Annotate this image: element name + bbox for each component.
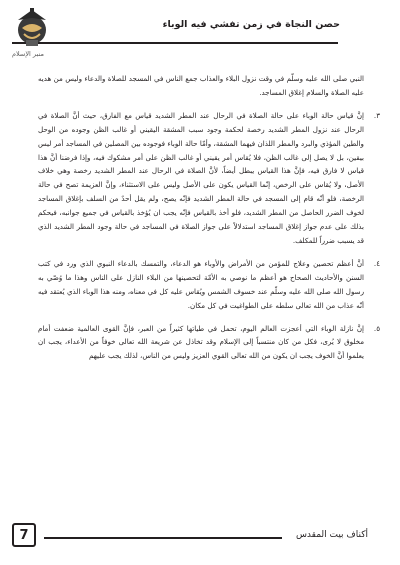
page-number: 7 <box>12 523 36 547</box>
article-body <box>38 72 380 363</box>
list-item <box>38 257 380 313</box>
logo-caption: منبر الإسلام <box>12 50 44 58</box>
item-number: ٤. <box>373 258 380 268</box>
item-text: إنَّ قياس حالة الوباء على حالة الصلاة في الرحال عند المطر الشديد قياس مع الفارق، حيث أنَّ الصلاة في الرحال عند نزول المطر الشديد رخصة لحكمة وجود سبب المشقة اليقيني أو غالب الظن وجوده من الوحل والطين المؤذي والبرد والمطر اللذان فيهما المشقة، وأمّا حالة الوباء فوجوده بين المصلين في المساجد أمر ليس بيقين، بل لا يصل إلى غالب الظن، فلا يُقاس أمر يقيني أو غالب الظن على أمر مشكوك فيه، وإذا فرضنا أنَّ هذا قياس لا فارق فيه، فإنَّ هذا القياس يبطل أيضاً، لأنَّ الصلاة في الرحال عند المطر الشديد رخصة وهي خلاف الأصل، ولا يُقاس على الرخص، إنّما القياس يكون على الأصل وليس على الاستثناء، وإنَّ العزيمة تصح في حالة الرخصة، فلو أنّه قام إلى المسجد في حالة المطر الشديد فإنّه يصح، ولم يقل أحدٌ من السلف بإغلاق المساجد لخوف الضرر الحاصل من المطر الشديد، فلو أخذ بالقياس فإنّه يجب ان يُؤخذ بالقياس في جميع جوانبه، فيحكم بذلك على عدم جواز إغلاق المساجد استدلالاً على جواز الصلاة في المساجد في حالة وجود المطر الشديد الذي قد يسبب ضرراً للمكلف. <box>38 110 364 245</box>
item-number: ٣. <box>373 110 380 120</box>
header-title: حصن النجاة في زمن تفشي فيه الوباء <box>162 19 340 30</box>
pulpit-logo-icon <box>10 6 54 50</box>
footer-source: أكناف بيت المقدس <box>295 530 368 540</box>
list-item <box>38 109 380 248</box>
list-item <box>38 322 380 364</box>
item-text: إنَّ نازلة الوباء التي أعجزت العالم اليوم، تحمل في طياتها كثيراً من العبر، فإنَّ القوى العالمية ضعفت أمام مخلوق لا يُرى، فكل من كان منتسباً إلى الإسلام وقد تخاذل عن شريعة الله تعالى خوفاً من الأعداء، يجب ان يعلموا أنَّ الخوف يجب ان يكون من الله تعالى القوي العزيز وليس من الناس، لذلك يجب عليهم <box>38 323 364 361</box>
header-divider <box>12 42 338 44</box>
page-header <box>0 0 400 60</box>
item-number: ٥. <box>373 323 380 333</box>
item-text: أنَّ أعظم تحصين وعلاج للمؤمن من الأمراض والأوباء هو الدعاء، والتمسك بالدعاء النبوي الذي ورد في كتب السنن والأحاديث الصحاح هو أعظم ما نوصي به الأمّة لتحصينها من البلاء النازل على الناس وهذا ما وُصّي به رسول الله صلى الله عليه وسلّم عند خسوف الشمس ويُقاس عليه كل في معناه، ومنه هذا الوباء الذي يُعتقد فيه أنّه عذاب من الله تعالى سلطه على الطواغيت في كل مكان. <box>38 258 364 310</box>
intro-paragraph: النبي صلى الله عليه وسلّم في وقت نزول البلاء والعذاب جمع الناس في المسجد للصلاة والدعاء وليس من هديه عليه الصلاة والسلام إغلاق المساجد. <box>38 74 364 97</box>
footer-divider <box>44 537 282 539</box>
